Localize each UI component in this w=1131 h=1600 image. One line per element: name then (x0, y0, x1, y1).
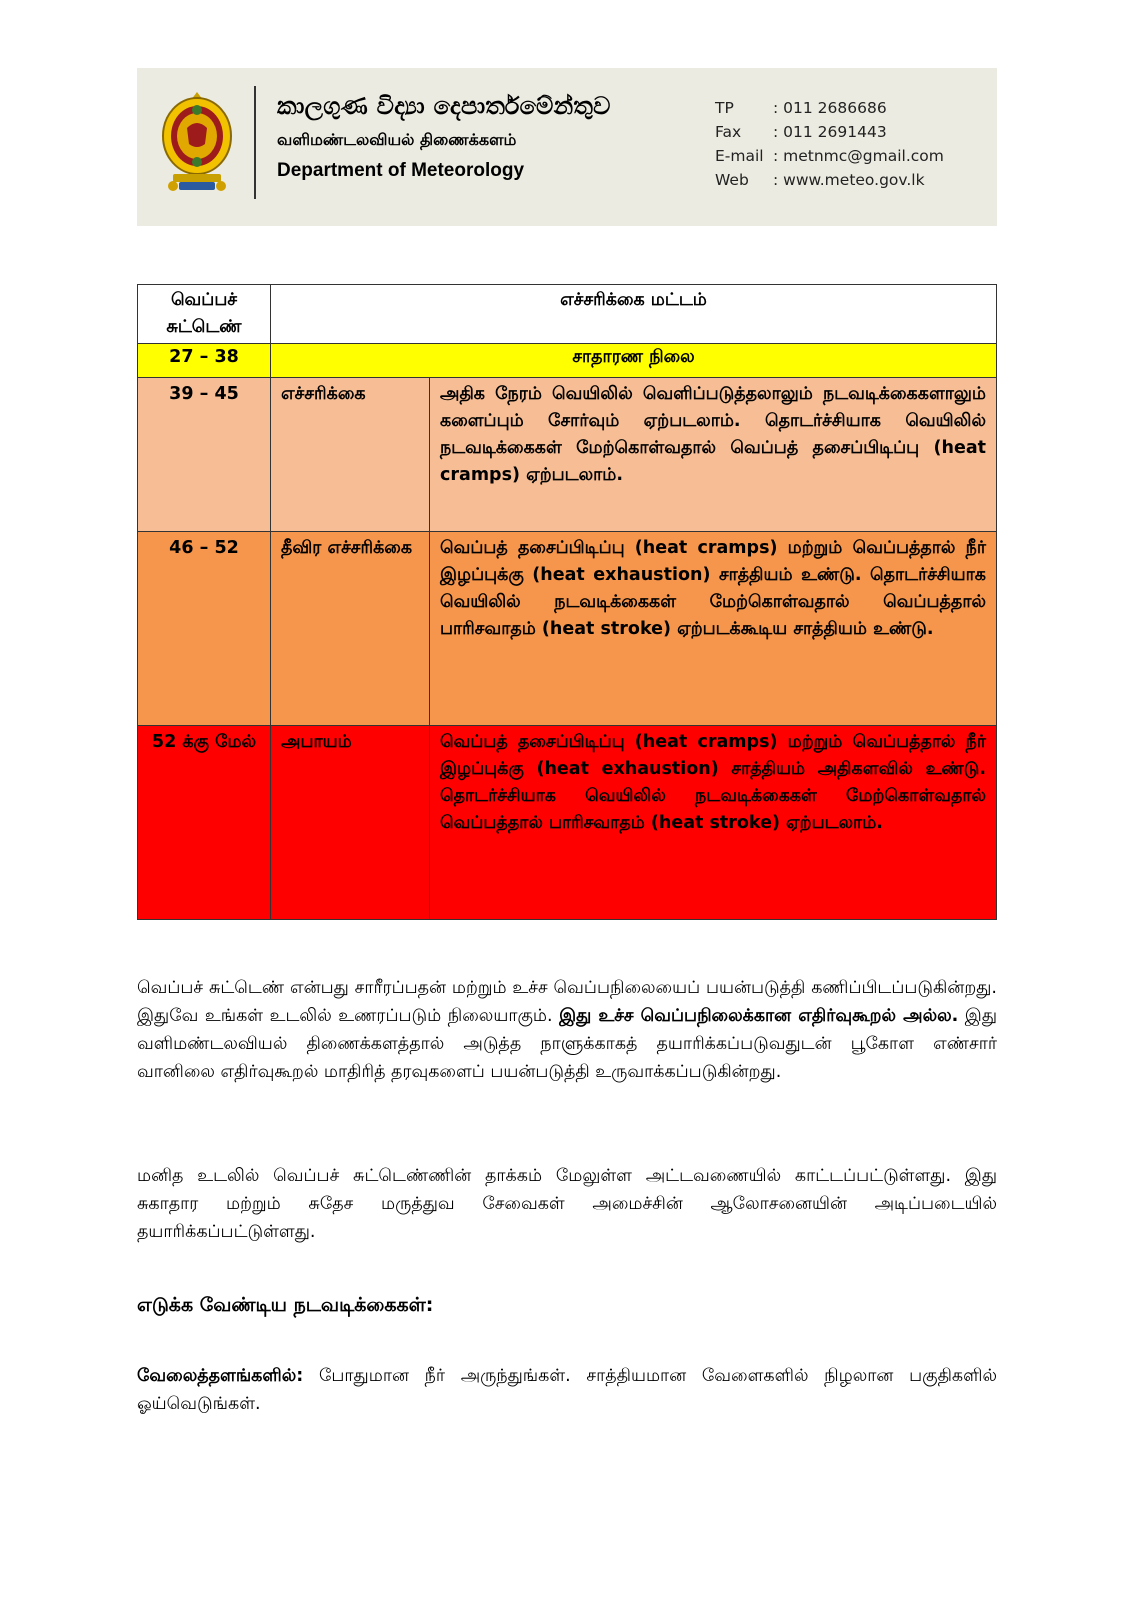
description-cell: வெப்பத் தசைப்பிடிப்பு (heat cramps) மற்றும் வெப்பத்தால் நீர் இழப்புக்கு (heat exhaustion) சாத்தியம் அதிகளவில் உண்டு. தொடர்ச்சியாக வெயிலில் நடவடிக்கைகள் மேற்கொள்வதால் வெப்பத்தால் பாரிசவாதம் (heat stroke) ஏற்படலாம். (430, 726, 997, 920)
table-row-danger (138, 726, 997, 920)
contact-row-email: E-mail : metnmc@gmail.com (715, 147, 944, 165)
description-cell: வெப்பத் தசைப்பிடிப்பு (heat cramps) மற்றும் வெப்பத்தால் நீர் இழப்புக்கு (heat exhaustion) சாத்தியம் உண்டு. தொடர்ச்சியாக வெயிலில் நடவடிக்கைகள் மேற்கொள்வதால் வெப்பத்தால் பாரிசவாதம் (heat stroke) ஏற்படக்கூடிய சாத்தியம் உண்டு. (430, 532, 997, 726)
workplace-label: வேலைத்தளங்களில்: (137, 1366, 304, 1386)
paragraph-heat-index-definition: வெப்பச் சுட்டெண் என்பது சாரீரப்பதன் மற்றும் உச்ச வெப்பநிலையைப் பயன்படுத்தி கணிப்பிடப்படுகின்றது. இதுவே உங்கள் உடலில் உணரப்படும் நிலையாகும். இது உச்ச வெப்பநிலைக்கான எதிர்வுகூறல் அல்ல. இது வளிமண்டலவியல் திணைக்களத்தால் அடுத்த நாளுக்காகத் தயாரிக்கப்படுவதுடன் பூகோள எண்சார் வானிலை எதிர்வுகூறல் மாதிரித் தரவுகளைப் பயன்படுத்தி உருவாக்கப்படுகின்றது. (137, 978, 998, 1082)
org-name-tamil: வளிமண்டலவியல் திணைக்களம் (277, 130, 517, 149)
description-cell: அதிக நேரம் வெயிலில் வெளிப்படுத்தலாலும் நடவடிக்கைகளாலும் களைப்பும் சோர்வும் ஏற்படலாம். தொடர்ச்சியாக வெயிலில் நடவடிக்கைகள் மேற்கொள்வதால் வெப்பத் தசைப்பிடிப்பு (heat cramps) ஏற்படலாம். (430, 378, 997, 532)
contact-row-fax: Fax : 011 2691443 (715, 123, 887, 141)
col-header-alert-level: எச்சரிக்கை மட்டம் (271, 285, 997, 344)
actions-heading: எடுக்க வேண்டிய நடவடிக்கைகள்: (137, 1294, 434, 1316)
range-cell: 46 – 52 (138, 532, 271, 726)
range-cell: 39 – 45 (138, 378, 271, 532)
table-row-caution (138, 378, 997, 532)
heat-index-table (137, 284, 997, 920)
org-name-english: Department of Meteorology (277, 160, 525, 181)
table-row-extreme-caution (138, 532, 997, 726)
sri-lanka-emblem-icon (159, 88, 235, 198)
level-cell: தீவிர எச்சரிக்கை (271, 532, 430, 726)
paragraph-workplace-advice: வேலைத்தளங்களில்: போதுமான நீர் அருந்துங்கள். சாத்தியமான வேளைகளில் நிழலான பகுதிகளில் ஓய்வெடுங்கள். (137, 1366, 997, 1414)
level-cell: அபாயம் (271, 726, 430, 920)
contact-row-web: Web : www.meteo.gov.lk (715, 171, 925, 189)
range-cell: 27 – 38 (138, 344, 271, 378)
table-header-row (138, 285, 997, 344)
not-forecast-note: இது உச்ச வெப்பநிலைக்கான எதிர்வுகூறல் அல்ல. (559, 1006, 959, 1026)
contact-details (715, 96, 944, 192)
paragraph-table-source: மனித உடலில் வெப்பச் சுட்டெண்ணின் தாக்கம் மேலுள்ள அட்டவணையில் காட்டப்பட்டுள்ளது. இது சுகாதார மற்றும் சுதேச மருத்துவ சேவைகள் அமைச்சின் ஆலோசனையின் அடிப்படையில் தயாரிக்கப்பட்டுள்ளது. (137, 1166, 997, 1242)
org-name-sinhala: කාලගුණ විද්‍යා දෙපාර්තමේන්තුව (277, 92, 611, 120)
level-cell: சாதாரண நிலை (271, 344, 997, 378)
organization-names (277, 92, 611, 182)
table-row-normal (138, 344, 997, 378)
contact-row-tp: TP : 011 2686686 (715, 99, 887, 117)
level-cell: எச்சரிக்கை (271, 378, 430, 532)
col-header-heat-index: வெப்பச் சுட்டெண் (138, 285, 271, 344)
range-cell: 52 க்கு மேல் (138, 726, 271, 920)
header-divider (254, 86, 256, 199)
letterhead (137, 68, 997, 226)
